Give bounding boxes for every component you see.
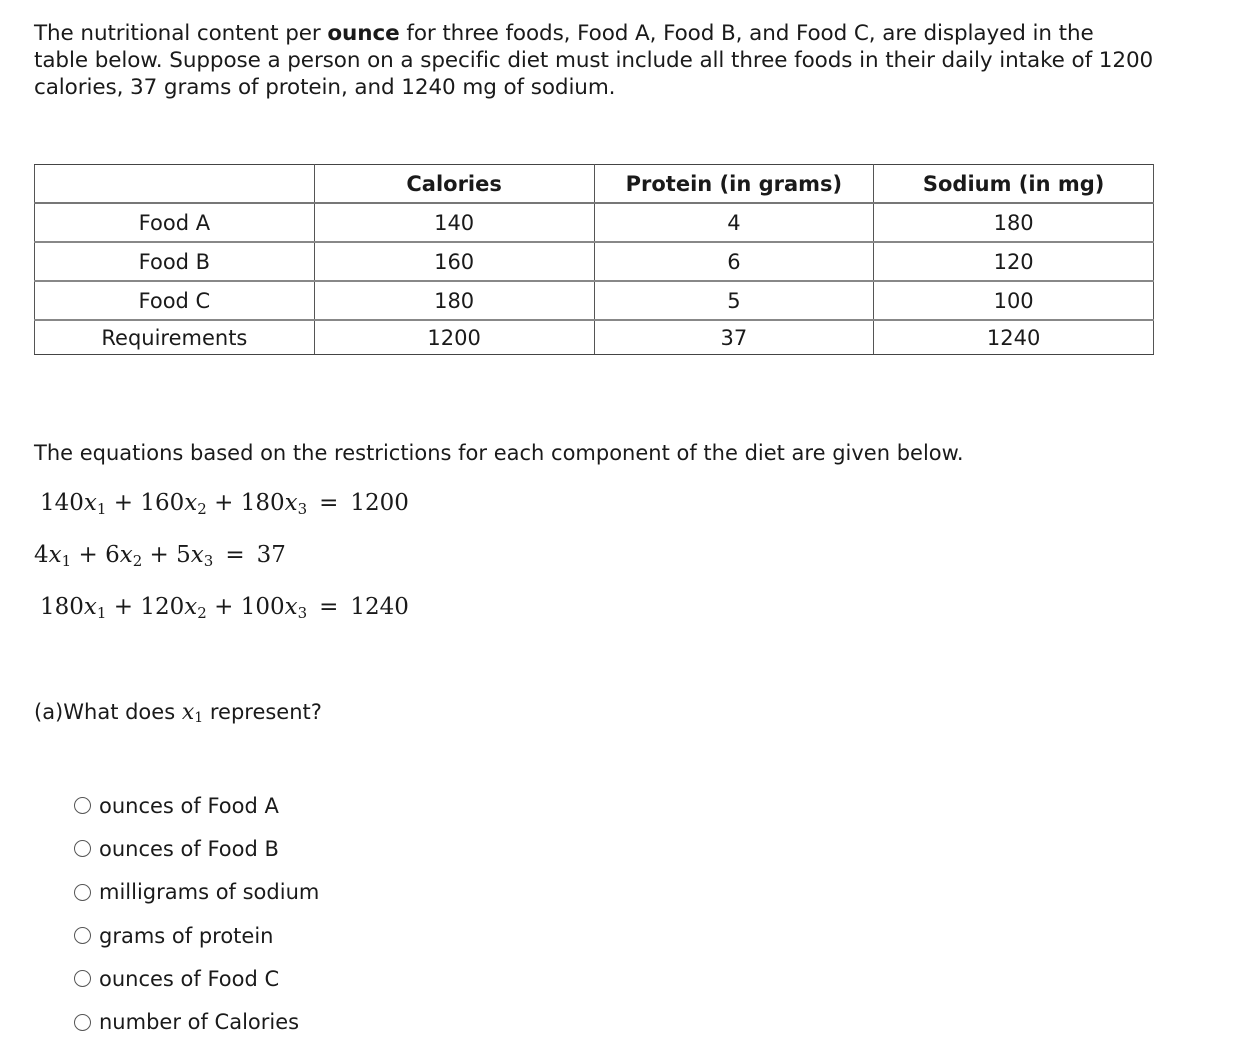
table-cell: 140 [314,203,594,242]
coefficient: 100 [240,594,285,620]
table-cell: Food C [35,281,315,320]
table-cell: 160 [314,242,594,281]
option-label: ounces of Food A [99,793,279,818]
variable-subscript: 1 [194,710,204,726]
option-ounces-food-c[interactable] [74,957,319,1000]
question-prefix: (a)What does [34,700,182,724]
intro-bold-word: ounce [327,21,400,46]
coefficient: 5 [176,542,191,568]
table-cell: Food B [35,242,315,281]
table-cell: 5 [594,281,874,320]
table-cell: Food A [35,203,315,242]
radio-button[interactable] [74,1014,91,1031]
table-header-cell: Calories [314,165,594,204]
table-row [35,281,1154,320]
radio-button[interactable] [74,884,91,901]
table-cell: 180 [314,281,594,320]
equation-calories: $140x_1 + 160x_2 + 180x_3 = 1200$ [40,490,409,518]
option-label: milligrams of sodium [99,880,320,905]
table-row [35,203,1154,242]
radio-button[interactable] [74,797,91,814]
option-milligrams-sodium[interactable] [74,871,319,914]
variable-letter: x [181,700,195,725]
table-cell: 180 [874,203,1154,242]
equation-rhs: 1240 [350,594,409,620]
coefficient: 4 [34,542,49,568]
option-label: ounces of Food C [99,966,280,991]
table-cell: 1200 [314,320,594,355]
radio-button[interactable] [74,970,91,987]
table-cell: Requirements [35,320,315,355]
problem-statement [34,20,1154,101]
option-label: ounces of Food B [99,836,279,861]
coefficient: 180 [40,594,84,620]
table-header-cell: Protein (in grams) [594,165,874,204]
question-a [34,700,322,726]
option-grams-protein[interactable] [74,914,319,957]
answer-options [74,784,319,1044]
nutrition-table [34,164,1154,355]
option-ounces-food-b[interactable] [74,827,319,870]
coefficient: 6 [105,542,120,568]
table-cell: 37 [594,320,874,355]
equation-sodium: $180x_1 + 120x_2 + 100x_3 = 1240$ [40,594,409,622]
coefficient: 140 [40,490,84,516]
equation-rhs: 37 [256,542,286,568]
radio-button[interactable] [74,927,91,944]
option-label: number of Calories [99,1010,300,1035]
table-header-cell [35,165,315,204]
table-cell: 120 [874,242,1154,281]
radio-button[interactable] [74,840,91,857]
equations-intro: The equations based on the restrictions for each component of the diet are given below. [34,441,964,465]
intro-text-1: The nutritional content per [34,21,328,46]
option-number-calories[interactable] [74,1000,319,1043]
table-cell: 100 [874,281,1154,320]
option-label: grams of protein [99,923,274,948]
table-row-requirements [35,320,1154,355]
question-suffix: represent? [203,700,322,724]
table-cell: 6 [594,242,874,281]
question-variable [182,700,203,725]
table-cell: 1240 [874,320,1154,355]
coefficient: 180 [240,490,285,516]
coefficient: 160 [140,490,185,516]
table-header-row [35,165,1154,204]
equation-rhs: 1200 [350,490,409,516]
table-header-cell: Sodium (in mg) [874,165,1154,204]
intro-text-2: for three foods, Food A, Food B, and Food C, are displayed in the table below. Suppose a person on a specific diet must include all three foods in their daily intake of 1200 calories, 37 grams of protein, and 1240 mg of sodium. [34,21,1154,100]
equation-protein: $4x_1 + 6x_2 + 5x_3 = 37$ [34,542,286,570]
coefficient: 120 [140,594,185,620]
table-cell: 4 [594,203,874,242]
table-row [35,242,1154,281]
option-ounces-food-a[interactable] [74,784,319,827]
